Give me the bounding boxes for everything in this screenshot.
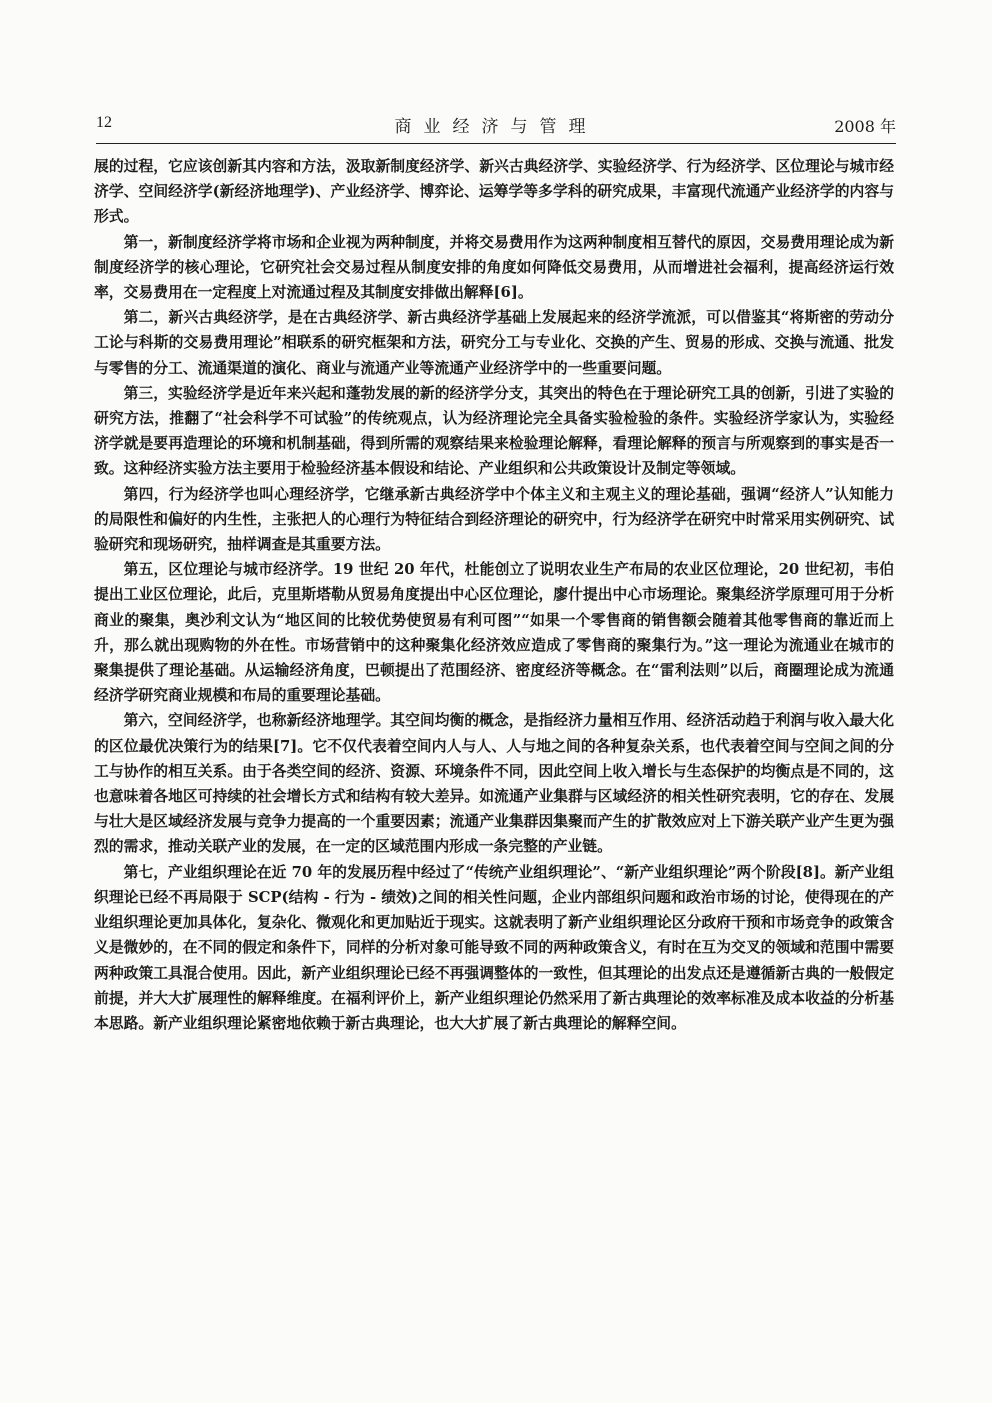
paragraph-behavioral-economics: 第四，行为经济学也叫心理经济学，它继承新古典经济学中个体主义和主观主义的理论基础，强调“经济人”认知能力的局限性和偏好的内生性，主张把人的心理行为特征结合到经济理论的研究中，行为经济学在研究中时常采用实例研究、试验研究和现场研究，抽样调查是其重要方法。 [94,485,894,554]
header-rule [96,143,896,144]
paragraph-continuation: 展的过程，它应该创新其内容和方法，汲取新制度经济学、新兴古典经济学、实验经济学、行为经济学、区位理论与城市经济学、空间经济学(新经济地理学)、产业经济学、博弈论、运筹学等多学科的研究成果，丰富现代流通产业经济学的内容与形式。 [94,158,894,226]
paragraph-industrial-organization: 第七，产业组织理论在近 70 年的发展历程中经过了“传统产业组织理论”、“新产业组织理论”两个阶段[8]。新产业组织理论已经不再局限于 SCP(结构 - 行为 - 绩效)之间的相关性问题，企业内部组织问题和政治市场的讨论，使得现在的产业组织理论更加具体化，复杂化、微观化和更加贴近于现实。这就表明了新产业组织理论区分政府干预和市场竞争的政策含义是微妙的，在不同的假定和条件下，同样的分析对象可能导致不同的两种政策含义，有时在互为交叉的领域和范围中需要两种政策工具混合使用。因此，新产业组织理论已经不再强调整体的一致性，但其理论的出发点还是遵循新古典的一般假定前提，并大大扩展理性的解释维度。在福利评价上，新产业组织理论仍然采用了新古典理论的效率标准及成本收益的分析基本思路。新产业组织理论紧密地依赖于新古典理论，也大大扩展了新古典理论的解释空间。 [94,863,894,1032]
paragraph-spatial-economics: 第六，空间经济学，也称新经济地理学。其空间均衡的概念，是指经济力量相互作用、经济活动趋于利润与收入最大化的区位最优决策行为的结果[7]。它不仅代表着空间内人与人、人与地之间的各种复杂关系，也代表着空间与空间之间的分工与协作的相互关系。由于各类空间的经济、资源、环境条件不同，因此空间上收入增长与生态保护的均衡点是不同的，这也意味着各地区可持续的社会增长方式和结构有较大差异。如流通产业集群与区域经济的相关性研究表明，它的存在、发展与壮大是区域经济发展与竞争力提高的一个重要因素；流通产业集群因集聚而产生的扩散效应对上下游关联产业产生更为强烈的需求，推动关联产业的发展，在一定的区域范围内形成一条完整的产业链。 [94,712,894,856]
paragraph-location-urban-economics: 第五，区位理论与城市经济学。19 世纪 20 年代，杜能创立了说明农业生产布局的农业区位理论，20 世纪初，韦伯提出工业区位理论，此后，克里斯塔勒从贸易角度提出中心区位理论，廖什提出中心市场理论。聚集经济学原理可用于分析商业的聚集，奥沙利文认为“地区间的比较优势使贸易有利可图”“如果一个零售商的销售额会随着其他零售商的靠近而上升，那么就出现购物的外在性。市场营销中的这种聚集化经济效应造成了零售商的聚集行为。”这一理论为流通业在城市的聚集提供了理论基础。从运输经济角度，巴顿提出了范围经济、密度经济等概念。在“雷利法则”以后，商圈理论成为流通经济学研究商业规模和布局的重要理论基础。 [94,561,894,705]
paragraph-new-classical-economics: 第二，新兴古典经济学，是在古典经济学、新古典经济学基础上发展起来的经济学流派，可以借鉴其“将斯密的劳动分工论与科斯的交易费用理论”相联系的研究框架和方法，研究分工与专业化、交换的产生、贸易的形成、交换与流通、批发与零售的分工、流通渠道的演化、商业与流通产业等流通产业经济学中的一些重要问题。 [94,309,894,377]
page-number: 12 [96,114,112,131]
journal-title: 商业经济与管理 [394,117,598,137]
running-header [96,112,896,142]
paragraph-experimental-economics: 第三，实验经济学是近年来兴起和蓬勃发展的新的经济学分支，其突出的特色在于理论研究工具的创新，引进了实验的研究方法，推翻了“社会科学不可试验”的传统观点，认为经济理论完全具备实验检验的条件。实验经济学家认为，实验经济学就是要再造理论的环境和机制基础，得到所需的观察结果来检验理论解释，看理论解释的预言与所观察到的事实是否一致。这种经济实验方法主要用于检验经济基本假设和结论、产业组织和公共政策设计及制定等领域。 [94,384,894,478]
paragraph-new-institutional-economics: 第一，新制度经济学将市场和企业视为两种制度，并将交易费用作为这两种制度相互替代的原因，交易费用理论成为新制度经济学的核心理论，它研究社会交易过程从制度安排的角度如何降低交易费用，从而增进社会福利，提高经济运行效率，交易费用在一定程度上对流通过程及其制度安排做出解释[6]。 [94,233,894,302]
article-body [94,154,894,1036]
issue-year: 2008 年 [834,117,896,136]
